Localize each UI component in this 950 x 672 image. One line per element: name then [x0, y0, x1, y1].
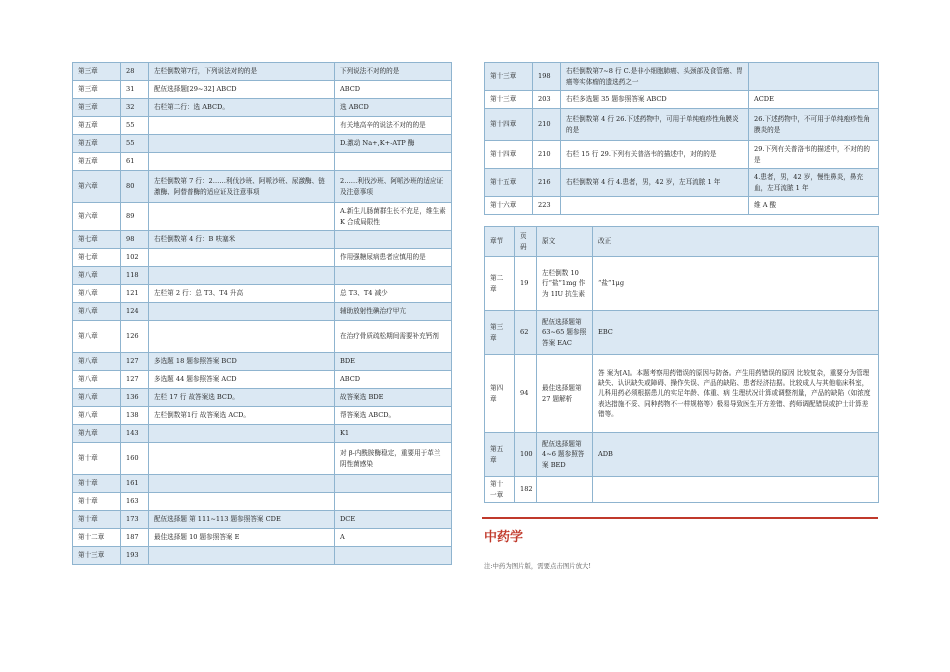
original-cell: [149, 135, 335, 153]
chapter-cell: 第五章: [73, 153, 121, 171]
page-cell: 61: [121, 153, 149, 171]
original-cell: 右栏倒数第 4 行 4.患者，男，42 岁，左耳流脓 1 年: [561, 169, 749, 197]
chapter-cell: 第九章: [73, 425, 121, 443]
chapter-cell: 第三章: [73, 99, 121, 117]
original-cell: 右栏第二行：选 ABCD。: [149, 99, 335, 117]
chapter-cell: 第五章: [73, 117, 121, 135]
page-cell: 182: [515, 477, 537, 503]
original-cell: 多选题 18 题参照答案 BCD: [149, 353, 335, 371]
table-header-row: [485, 227, 879, 257]
table-row: [73, 303, 452, 321]
chapter-cell: 第十章: [73, 443, 121, 475]
page-cell: 126: [121, 321, 149, 353]
original-cell: 左栏 17 行 故答案选 BCD。: [149, 389, 335, 407]
right-bottom-errata-table: [484, 226, 879, 503]
table-row: [73, 425, 452, 443]
page-cell: 198: [533, 63, 561, 91]
table-row: [73, 475, 452, 493]
correction-cell: 在治疗骨质疏松期间需要补充钙剂: [335, 321, 452, 353]
table-row: [73, 171, 452, 203]
table-row: [73, 529, 452, 547]
chapter-cell: 第五章: [73, 135, 121, 153]
column-header: 章节: [485, 227, 515, 257]
column-header: 页码: [515, 227, 537, 257]
page-cell: 124: [121, 303, 149, 321]
chapter-cell: 第十章: [73, 511, 121, 529]
table-row: [73, 321, 452, 353]
column-header: 原文: [537, 227, 593, 257]
chapter-cell: 第十四章: [485, 109, 533, 141]
page-cell: 94: [515, 355, 537, 433]
page-cell: 160: [121, 443, 149, 475]
chapter-cell: 第十三章: [485, 63, 533, 91]
chapter-cell: 第七章: [73, 249, 121, 267]
original-cell: [149, 249, 335, 267]
chapter-cell: 第十章: [73, 475, 121, 493]
table-row: [485, 169, 879, 197]
correction-cell: A.新生儿肠菌群生长不充足，维生素 K 合成局限性: [335, 203, 452, 231]
page-cell: 62: [515, 311, 537, 355]
table-row: [73, 511, 452, 529]
correction-cell: EBC: [593, 311, 879, 355]
left-errata-table: [72, 62, 452, 565]
chapter-cell: 第十二章: [73, 529, 121, 547]
page-cell: 138: [121, 407, 149, 425]
correction-cell: [749, 63, 879, 91]
correction-cell: [335, 493, 452, 511]
chapter-cell: 第三章: [73, 63, 121, 81]
table-row: [73, 493, 452, 511]
chapter-cell: 第十六章: [485, 197, 533, 215]
table-row: [485, 197, 879, 215]
original-cell: [561, 197, 749, 215]
original-cell: 右栏倒数第7~8 行 C.是非小细胞肺癌、头颈部及食管癌、胃癌等实体瘤的遗选药之一: [561, 63, 749, 91]
table-row: [73, 99, 452, 117]
column-header: 改正: [593, 227, 879, 257]
chapter-cell: 第十五章: [485, 169, 533, 197]
original-cell: 右栏倒数第 4 行：B 呋塞米: [149, 231, 335, 249]
original-cell: [149, 493, 335, 511]
correction-cell: 有关地高辛的说法不对的的是: [335, 117, 452, 135]
correction-cell: 帮答案选 ABCD。: [335, 407, 452, 425]
chapter-cell: 第四章: [485, 355, 515, 433]
page-cell: 80: [121, 171, 149, 203]
original-cell: [149, 547, 335, 565]
original-cell: [149, 267, 335, 285]
correction-cell: 29.下列有关普洛韦的描述中，不对的的是: [749, 141, 879, 169]
section-note: 注:中药为图片版，需要点击图片放大!: [484, 562, 591, 570]
original-cell: 右栏多选题 35 题参照答案 ABCD: [561, 91, 749, 109]
table-row: [485, 355, 879, 433]
page-cell: 100: [515, 433, 537, 477]
correction-cell: [335, 547, 452, 565]
correction-cell: 故答案选 BDE: [335, 389, 452, 407]
original-cell: [149, 321, 335, 353]
original-cell: [149, 443, 335, 475]
original-cell: 左栏倒数第 4 行 26.下述药物中，可用于单纯疱疹性角膜炎的是: [561, 109, 749, 141]
page-cell: 121: [121, 285, 149, 303]
original-cell: 左栏倒数 10 行“盐”1mg 作为 1IU 抗生素: [537, 257, 593, 311]
table-row: [485, 477, 879, 503]
page-cell: 210: [533, 141, 561, 169]
table-row: [73, 231, 452, 249]
correction-cell: [335, 267, 452, 285]
page-cell: 136: [121, 389, 149, 407]
page-cell: 55: [121, 135, 149, 153]
section-divider: [482, 517, 878, 519]
page-cell: 210: [533, 109, 561, 141]
page-cell: 127: [121, 353, 149, 371]
original-cell: [149, 303, 335, 321]
section-title: 中药学: [484, 530, 524, 545]
correction-cell: 选 ABCD: [335, 99, 452, 117]
chapter-cell: 第十章: [73, 493, 121, 511]
chapter-cell: 第十四章: [485, 141, 533, 169]
table-row: [485, 257, 879, 311]
correction-cell: A: [335, 529, 452, 547]
original-cell: [537, 477, 593, 503]
page-cell: 98: [121, 231, 149, 249]
chapter-cell: 第八章: [73, 371, 121, 389]
correction-cell: “盐”1μg: [593, 257, 879, 311]
table-row: [485, 311, 879, 355]
page-cell: 19: [515, 257, 537, 311]
table-row: [73, 81, 452, 99]
chapter-cell: 第八章: [73, 285, 121, 303]
chapter-cell: 第五章: [485, 433, 515, 477]
page-cell: 173: [121, 511, 149, 529]
table-row: [73, 285, 452, 303]
chapter-cell: 第十三章: [73, 547, 121, 565]
table-row: [485, 109, 879, 141]
correction-cell: 作用强糖尿病患者应慎用的是: [335, 249, 452, 267]
correction-cell: [335, 153, 452, 171]
page-cell: 102: [121, 249, 149, 267]
table-row: [73, 443, 452, 475]
page-cell: 118: [121, 267, 149, 285]
original-cell: 配伍选择题第 4~6 题参照答案 BED: [537, 433, 593, 477]
table-row: [73, 389, 452, 407]
chapter-cell: 第八章: [73, 321, 121, 353]
correction-cell: ACDE: [749, 91, 879, 109]
correction-cell: 维 A 酸: [749, 197, 879, 215]
correction-cell: [335, 231, 452, 249]
chapter-cell: 第八章: [73, 267, 121, 285]
table-row: [485, 91, 879, 109]
correction-cell: 2……利伐沙班、阿哌沙班的适应证及注意事项: [335, 171, 452, 203]
page-cell: 223: [533, 197, 561, 215]
table-row: [73, 135, 452, 153]
correction-cell: DCE: [335, 511, 452, 529]
chapter-cell: 第八章: [73, 389, 121, 407]
table-row: [73, 547, 452, 565]
table-row: [73, 353, 452, 371]
original-cell: [149, 203, 335, 231]
correction-cell: K1: [335, 425, 452, 443]
original-cell: 左栏倒数第7行，下列说法对的的是: [149, 63, 335, 81]
chapter-cell: 第三章: [485, 311, 515, 355]
original-cell: 右栏 15 行 29.下列有关普洛韦的描述中，对的的是: [561, 141, 749, 169]
correction-cell: ADB: [593, 433, 879, 477]
table-row: [73, 117, 452, 135]
correction-cell: 下列说法不对的的是: [335, 63, 452, 81]
original-cell: 配伍选择题第 63~65 题参照答案 EAC: [537, 311, 593, 355]
page-cell: 31: [121, 81, 149, 99]
page-cell: 161: [121, 475, 149, 493]
table-row: [73, 63, 452, 81]
page-cell: 163: [121, 493, 149, 511]
table-row: [73, 153, 452, 171]
original-cell: 配伍选择题[29~32] ABCD: [149, 81, 335, 99]
correction-cell: 4.患者，男，42 岁，慢性鼻炎，鼻充血，左耳流脓 1 年: [749, 169, 879, 197]
table-row: [485, 433, 879, 477]
page-cell: 127: [121, 371, 149, 389]
original-cell: [149, 117, 335, 135]
chapter-cell: 第二章: [485, 257, 515, 311]
page-cell: 89: [121, 203, 149, 231]
page-cell: 187: [121, 529, 149, 547]
page-cell: 193: [121, 547, 149, 565]
page-cell: 55: [121, 117, 149, 135]
page-cell: 28: [121, 63, 149, 81]
original-cell: [149, 153, 335, 171]
chapter-cell: 第八章: [73, 303, 121, 321]
correction-cell: D.激动 Na+,K+-ATP 酶: [335, 135, 452, 153]
table-row: [73, 371, 452, 389]
table-row: [73, 203, 452, 231]
page-cell: 216: [533, 169, 561, 197]
correction-cell: BDE: [335, 353, 452, 371]
original-cell: 配伍选择题 第 111~113 题参照答案 CDE: [149, 511, 335, 529]
chapter-cell: 第八章: [73, 353, 121, 371]
original-cell: 多选题 44 题参照答案 ACD: [149, 371, 335, 389]
correction-cell: ABCD: [335, 371, 452, 389]
correction-cell: 对 β-内酰胺酶稳定，重要用于革兰阴性菌感染: [335, 443, 452, 475]
original-cell: 左栏倒数第1行 故答案选 ACD。: [149, 407, 335, 425]
table-row: [485, 141, 879, 169]
page-cell: 143: [121, 425, 149, 443]
chapter-cell: 第十一章: [485, 477, 515, 503]
correction-cell: ABCD: [335, 81, 452, 99]
chapter-cell: 第六章: [73, 171, 121, 203]
table-row: [485, 63, 879, 91]
original-cell: [149, 475, 335, 493]
correction-cell: 辅助放射性碘治疗甲亢: [335, 303, 452, 321]
original-cell: 左栏倒数第 7 行：2……利伐沙班、阿哌沙班、尿激酶、链激酶、阿替普酶的适应证及注意事项: [149, 171, 335, 203]
correction-cell: [593, 477, 879, 503]
table-row: [73, 267, 452, 285]
chapter-cell: 第八章: [73, 407, 121, 425]
chapter-cell: 第十三章: [485, 91, 533, 109]
correction-cell: 总 T3、T4 减少: [335, 285, 452, 303]
correction-cell: 26.下述药物中，不可用于单纯疱疹性角膜炎的是: [749, 109, 879, 141]
correction-cell: 答 案为[A]。本题考察用药错误的原因与防备。产生用药错误的原因 比较复杂，重要分为管理缺失、认识缺失或障碍、操作失误、产品的缺陷、患者经济拮据。比较成人与其他临床科室，儿科用药必须根据患儿的实足年龄、体重、病 生理状况计算或调整剂量，产品的缺陷（如浓度表达措施不妥、同种药物不一样规格等）极易导致医生开方差错、药师调配错误或护士计算差错等。: [593, 355, 879, 433]
chapter-cell: 第七章: [73, 231, 121, 249]
original-cell: 最佳选择题第 27 题解析: [537, 355, 593, 433]
table-row: [73, 407, 452, 425]
page-cell: 203: [533, 91, 561, 109]
chapter-cell: 第六章: [73, 203, 121, 231]
chapter-cell: 第三章: [73, 81, 121, 99]
right-top-errata-table: [484, 62, 879, 215]
correction-cell: [335, 475, 452, 493]
original-cell: 左栏第 2 行：总 T3、T4 升高: [149, 285, 335, 303]
page-cell: 32: [121, 99, 149, 117]
original-cell: [149, 425, 335, 443]
table-row: [73, 249, 452, 267]
original-cell: 最佳选择题 10 题参照答案 E: [149, 529, 335, 547]
